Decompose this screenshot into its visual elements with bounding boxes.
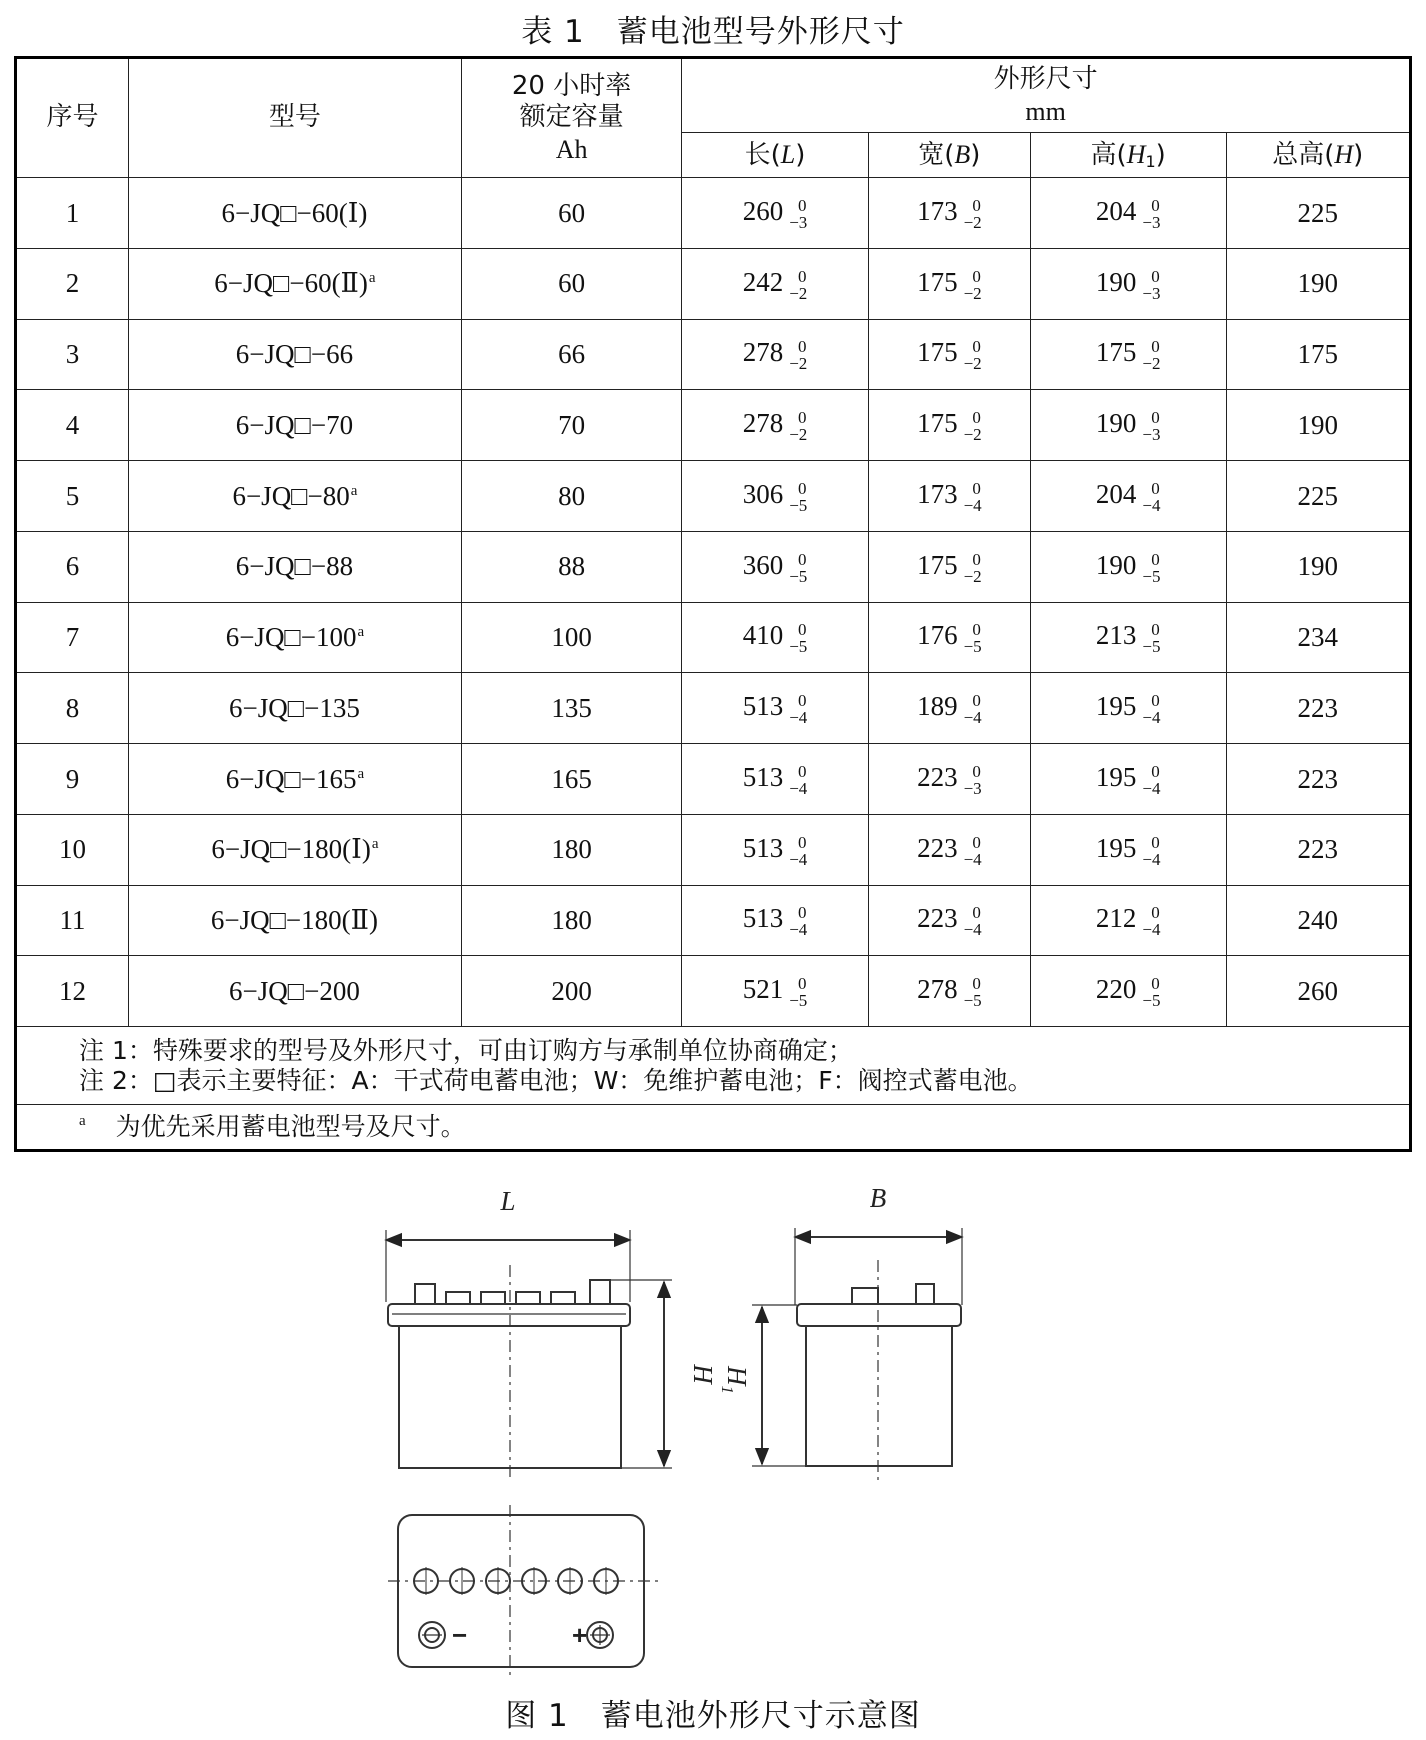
cell-total-height: 225 (1226, 461, 1411, 532)
cell-total-height: 225 (1226, 178, 1411, 249)
dimension-table (14, 56, 1412, 1152)
cell-l: 360 0 −5 (682, 531, 869, 602)
cell-capacity: 60 (461, 178, 681, 249)
cell-total-height: 223 (1226, 744, 1411, 815)
tolerance: 0 −5 (1142, 620, 1161, 657)
tolerance: 0 −3 (1142, 408, 1161, 445)
cell-total-height: 223 (1226, 814, 1411, 885)
header-height: 高$(H_1)$ (1030, 133, 1226, 178)
battery-lid (797, 1304, 961, 1326)
positive-terminal (572, 1620, 613, 1650)
table-row (16, 602, 1411, 673)
tolerance: 0 −4 (789, 761, 808, 798)
header-model: 型号 (128, 58, 461, 178)
table-caption: 表 1 蓄电池型号外形尺寸 (521, 14, 905, 50)
cell-h1: 175 0 −2 (1030, 319, 1226, 390)
minus-sign: − (452, 1620, 468, 1650)
cell-l: 513 0 −4 (682, 814, 869, 885)
tolerance: 0 −2 (963, 195, 982, 232)
width-label: B (869, 1183, 887, 1213)
cell-model: 6−JQ□−88 (128, 531, 461, 602)
cell-capacity: 165 (461, 744, 681, 815)
tolerance: 0 −2 (1142, 337, 1161, 374)
tolerance: 0 −3 (789, 195, 808, 232)
tolerance: 0 −5 (789, 974, 808, 1011)
cell-capacity: 88 (461, 531, 681, 602)
cell-no: 9 (16, 744, 129, 815)
battery-top-outline (398, 1515, 644, 1667)
cell-capacity: 80 (461, 461, 681, 532)
table-row (16, 248, 1411, 319)
height-label: $H_1$ (718, 1366, 752, 1394)
cell-h1: 204 0 −4 (1030, 461, 1226, 532)
cell-l: 513 0 −4 (682, 885, 869, 956)
side-view (718, 1183, 962, 1480)
front-view (386, 1186, 718, 1480)
cell-b: 175 0 −2 (868, 319, 1030, 390)
tolerance: 0 −5 (789, 478, 808, 515)
cell-h1: 213 0 −5 (1030, 602, 1226, 673)
tolerance: 0 −4 (1142, 903, 1161, 940)
cell-b: 176 0 −5 (868, 602, 1030, 673)
cell-capacity: 180 (461, 814, 681, 885)
cell-capacity: 100 (461, 602, 681, 673)
tolerance: 0 −3 (1142, 195, 1161, 232)
table-row (16, 814, 1411, 885)
cell-model: 6−JQ□−60(Ⅱ)$^a$ (128, 248, 461, 319)
header-seq: 序号 (16, 58, 129, 178)
tolerance: 0 −4 (1142, 832, 1161, 869)
header-width: 宽(B) (868, 133, 1030, 178)
cell-b: 175 0 −2 (868, 390, 1030, 461)
plus-sign: + (572, 1620, 588, 1650)
battery-dimension-figure (0, 1160, 1426, 1680)
tolerance: 0 −5 (789, 620, 808, 657)
footnote-mark: a (79, 1113, 86, 1129)
cell-model: 6−JQ□−180(Ⅰ)$^a$ (128, 814, 461, 885)
vent-cap (446, 1292, 470, 1304)
header-total-height: 总高(H) (1226, 133, 1411, 178)
cell-model: $6-JQ□-100^a$ (128, 602, 461, 673)
cell-b: 175 0 −2 (868, 531, 1030, 602)
cell-h1: 190 0 −3 (1030, 390, 1226, 461)
vent-cap (516, 1292, 540, 1304)
table-row (16, 673, 1411, 744)
footnote-text: 为优先采用蓄电池型号及尺寸。 (115, 1112, 466, 1141)
negative-terminal (419, 1620, 467, 1650)
battery-body (806, 1326, 952, 1466)
cell-total-height: 175 (1226, 319, 1411, 390)
tolerance: 0 −4 (963, 903, 982, 940)
cell-h1: 190 0 −3 (1030, 248, 1226, 319)
tolerance: 0 −2 (963, 408, 982, 445)
cell-capacity: 66 (461, 319, 681, 390)
cell-total-height: 190 (1226, 390, 1411, 461)
header-capacity-line1: 20 小时率 (511, 71, 632, 102)
vent-cap (551, 1292, 575, 1304)
table-row (16, 319, 1411, 390)
header-capacity (461, 58, 681, 178)
table-row (16, 744, 1411, 815)
cell-b: 173 0 −4 (868, 461, 1030, 532)
cell-total-height: 234 (1226, 602, 1411, 673)
terminal-post (590, 1280, 610, 1304)
tolerance: 0 −5 (789, 549, 808, 586)
top-view (388, 1505, 658, 1677)
tolerance: 0 −2 (789, 337, 808, 374)
cell-capacity: 180 (461, 885, 681, 956)
cell-l: 513 0 −4 (682, 673, 869, 744)
cell-h1: 190 0 −5 (1030, 531, 1226, 602)
cell-l: 306 0 −5 (682, 461, 869, 532)
battery-lid (388, 1304, 630, 1326)
table-row (16, 956, 1411, 1027)
header-dimensions-title: 外形尺寸 (993, 64, 1098, 95)
tolerance: 0 −4 (963, 478, 982, 515)
cell-no: 10 (16, 814, 129, 885)
tolerance: 0 −5 (1142, 549, 1161, 586)
cell-l: 260 0 −3 (682, 178, 869, 249)
tolerance: 0 −4 (963, 691, 982, 728)
vent-cap (481, 1292, 505, 1304)
tolerance: 0 −2 (789, 408, 808, 445)
cell-h1: 212 0 −4 (1030, 885, 1226, 956)
tolerance: 0 −5 (963, 974, 982, 1011)
cell-b: 175 0 −2 (868, 248, 1030, 319)
cell-h1: 195 0 −4 (1030, 744, 1226, 815)
cell-b: 223 0 −4 (868, 885, 1030, 956)
table-row (16, 178, 1411, 249)
cell-model: 6−JQ□−180(Ⅱ) (128, 885, 461, 956)
cell-model: 6−JQ□−70 (128, 390, 461, 461)
cell-capacity: 135 (461, 673, 681, 744)
cell-capacity: 70 (461, 390, 681, 461)
cell-l: 242 0 −2 (682, 248, 869, 319)
cell-no: 12 (16, 956, 129, 1027)
tolerance: 0 −4 (1142, 691, 1161, 728)
note-1: 注 1：特殊要求的型号及外形尺寸，可由订购方与承制单位协商确定； (79, 1035, 853, 1065)
tolerance: 0 −2 (963, 337, 982, 374)
cell-no: 5 (16, 461, 129, 532)
terminal-post (852, 1288, 878, 1304)
cell-model: 6−JQ□−60(Ⅰ) (128, 178, 461, 249)
cell-no: 3 (16, 319, 129, 390)
tolerance: 0 −4 (789, 903, 808, 940)
figure-caption: 图 1 蓄电池外形尺寸示意图 (505, 1698, 921, 1734)
cell-h1: 195 0 −4 (1030, 814, 1226, 885)
tolerance: 0 −4 (1142, 761, 1161, 798)
header-capacity-line2: 额定容量 (519, 102, 624, 133)
cell-l: 278 0 −2 (682, 390, 869, 461)
cell-no: 4 (16, 390, 129, 461)
cell-l: 410 0 −5 (682, 602, 869, 673)
cell-model: 6−JQ□−66 (128, 319, 461, 390)
header-dimensions (682, 58, 1411, 133)
cell-no: 1 (16, 178, 129, 249)
tolerance: 0 −5 (1142, 974, 1161, 1011)
cell-h1: 204 0 −3 (1030, 178, 1226, 249)
cell-l: 278 0 −2 (682, 319, 869, 390)
cell-total-height: 223 (1226, 673, 1411, 744)
cell-no: 6 (16, 531, 129, 602)
header-capacity-unit: Ah (555, 134, 588, 164)
cell-model: 6−JQ□−200 (128, 956, 461, 1027)
cell-model: 6−JQ□−135 (128, 673, 461, 744)
cell-total-height: 260 (1226, 956, 1411, 1027)
cell-total-height: 190 (1226, 248, 1411, 319)
header-length: 长(L) (682, 133, 869, 178)
cell-b: 278 0 −5 (868, 956, 1030, 1027)
table-row (16, 461, 1411, 532)
table-row (16, 390, 1411, 461)
tolerance: 0 −4 (789, 832, 808, 869)
cell-capacity: 60 (461, 248, 681, 319)
cell-no: 8 (16, 673, 129, 744)
tolerance: 0 −2 (963, 266, 982, 303)
cell-h1: 220 0 −5 (1030, 956, 1226, 1027)
cell-model: $6-JQ□-165^a$ (128, 744, 461, 815)
tolerance: 0 −4 (789, 691, 808, 728)
tolerance: 0 −3 (963, 761, 982, 798)
cell-h1: 195 0 −4 (1030, 673, 1226, 744)
cell-b: 223 0 −4 (868, 814, 1030, 885)
cell-l: 521 0 −5 (682, 956, 869, 1027)
tolerance: 0 −4 (1142, 478, 1161, 515)
cell-no: 2 (16, 248, 129, 319)
footnote (16, 1105, 1411, 1151)
table-row (16, 531, 1411, 602)
cell-b: 173 0 −2 (868, 178, 1030, 249)
length-label: L (500, 1186, 516, 1216)
cell-capacity: 200 (461, 956, 681, 1027)
tolerance: 0 −2 (789, 266, 808, 303)
tolerance: 0 −5 (963, 620, 982, 657)
cell-model: $6-JQ□-80^a$ (128, 461, 461, 532)
note-2: 注 2：□表示主要特征：A：干式荷电蓄电池；W：免维护蓄电池；F：阀控式蓄电池。 (79, 1065, 1033, 1095)
tolerance: 0 −4 (963, 832, 982, 869)
header-dimensions-unit: mm (1025, 96, 1066, 126)
cell-no: 11 (16, 885, 129, 956)
terminal-post (415, 1284, 435, 1304)
table-row (16, 885, 1411, 956)
cell-l: 513 0 −4 (682, 744, 869, 815)
terminal-post (916, 1284, 934, 1304)
cell-b: 223 0 −3 (868, 744, 1030, 815)
cell-total-height: 190 (1226, 531, 1411, 602)
notes (16, 1027, 1411, 1105)
cell-b: 189 0 −4 (868, 673, 1030, 744)
total-height-label: H (688, 1364, 718, 1384)
tolerance: 0 −3 (1142, 266, 1161, 303)
cell-no: 7 (16, 602, 129, 673)
cell-total-height: 240 (1226, 885, 1411, 956)
tolerance: 0 −2 (963, 549, 982, 586)
